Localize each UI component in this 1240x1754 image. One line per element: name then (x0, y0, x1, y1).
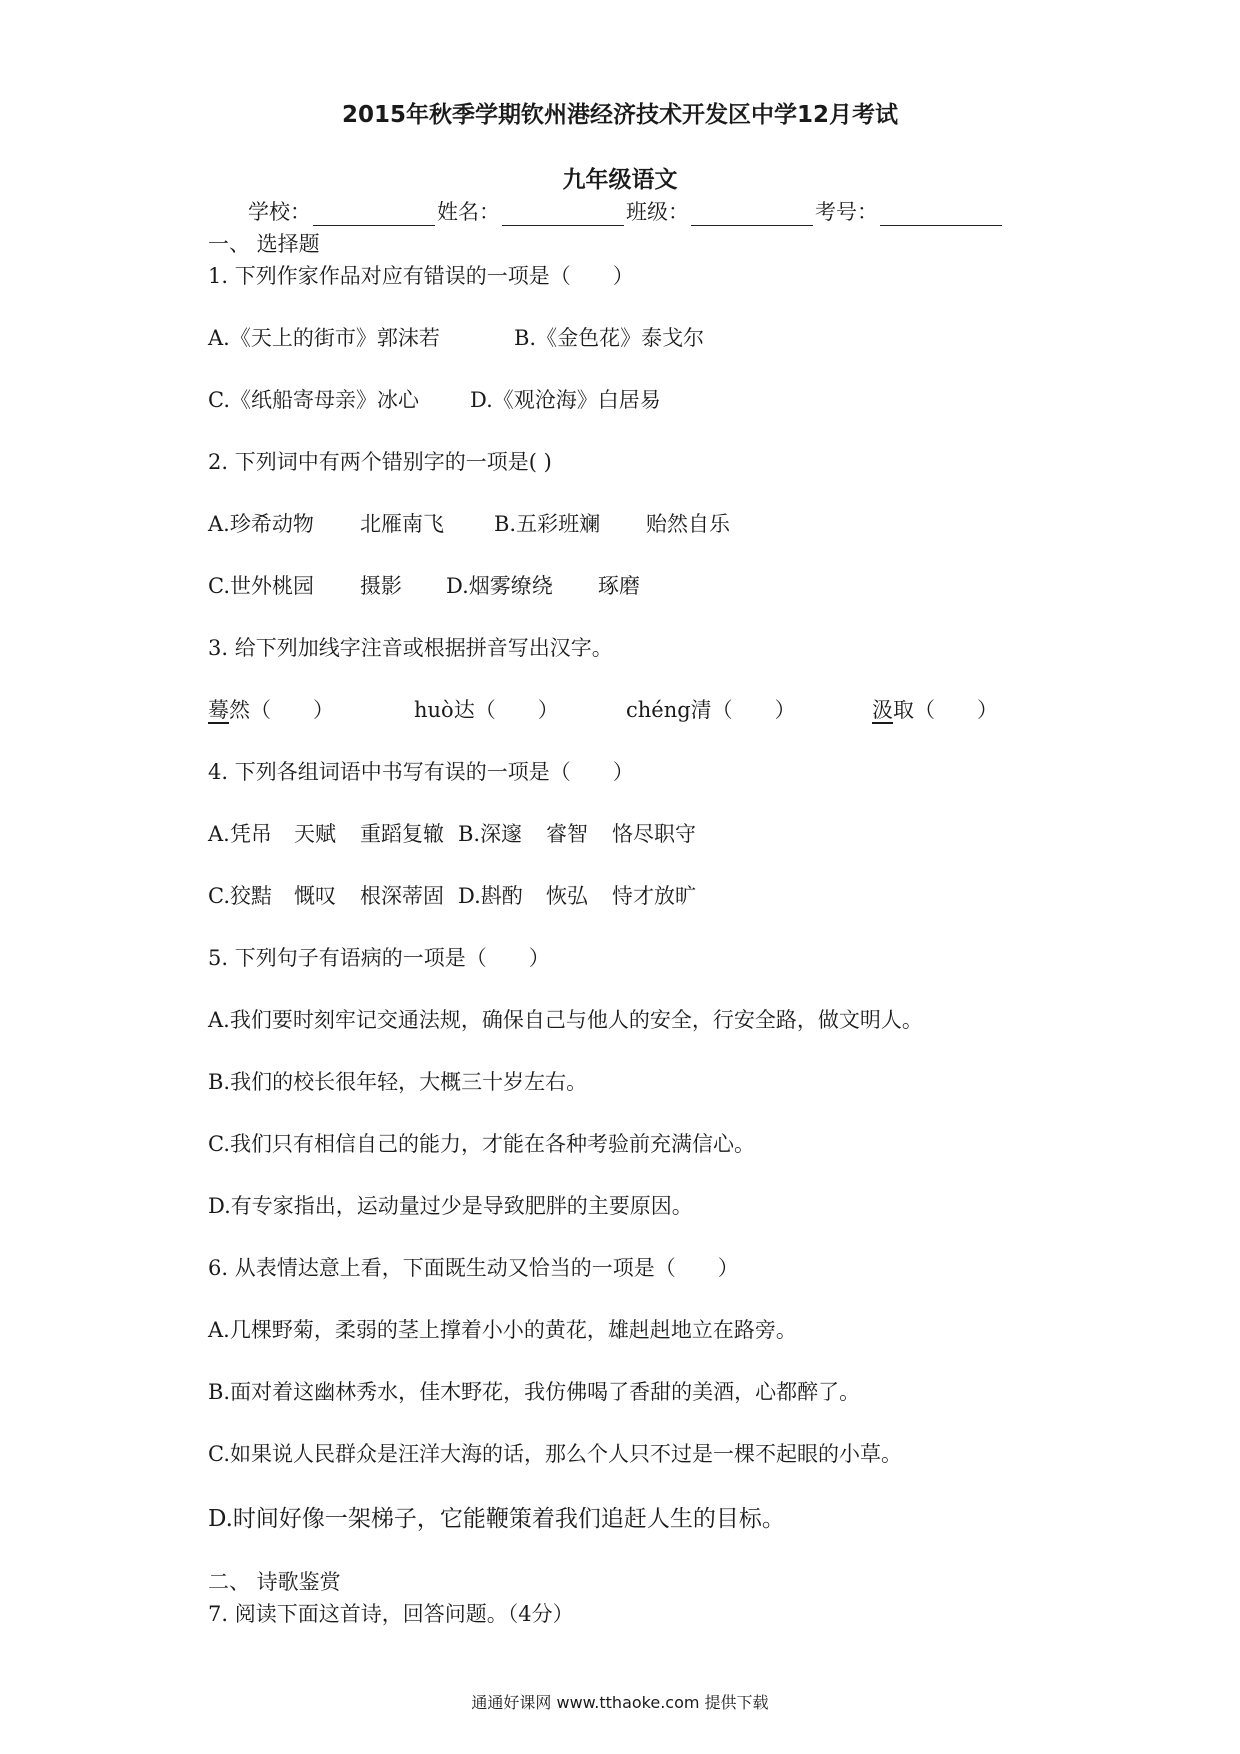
q3-item-4-rest: 取（ ） (893, 698, 998, 722)
q2-option-a-word1: A.珍希动物 (208, 512, 314, 536)
q4-option-c-word3: 根深蒂固 (360, 884, 444, 908)
school-blank[interactable] (313, 203, 435, 226)
q6-option-d: D.时间好像一架梯子，它能鞭策着我们追赶人生的目标。 (208, 1506, 785, 1532)
q2-option-c-word2: 摄影 (360, 574, 402, 598)
q4-option-b-word3: 恪尽职守 (612, 822, 696, 846)
q3-item-3: chéng清（ ） (626, 698, 796, 722)
q4-option-d-word2: 恢弘 (546, 884, 588, 908)
q3-item-1-rest: 然（ ） (229, 698, 334, 722)
q3-item-2: huò达（ ） (414, 698, 559, 722)
q5-option-b: B.我们的校长很年轻，大概三十岁左右。 (208, 1070, 588, 1094)
q4-option-c-word1: C.狡黠 (208, 884, 272, 908)
q3-item-1-underlined-char: 蓦 (208, 698, 229, 722)
q1-option-c: C.《纸船寄母亲》冰心 (208, 388, 419, 412)
q1-option-d: D.《观沧海》白居易 (470, 388, 661, 412)
question-2-stem: 2. 下列词中有两个错别字的一项是( ) (208, 450, 552, 474)
student-info-row (248, 196, 1004, 226)
q6-option-a: A.几棵野菊，柔弱的茎上撑着小小的黄花，雄赳赳地立在路旁。 (208, 1318, 797, 1342)
question-4-stem: 4. 下列各组词语中书写有误的一项是（ ） (208, 760, 634, 784)
q2-option-d-word1: D.烟雾缭绕 (446, 574, 553, 598)
q6-option-b: B.面对着这幽林秀水，佳木野花，我仿佛喝了香甜的美酒，心都醉了。 (208, 1380, 861, 1404)
q2-option-b-word2: 贻然自乐 (646, 512, 730, 536)
exam-number-blank[interactable] (880, 203, 1002, 226)
q4-option-b-word1: B.深邃 (458, 822, 523, 846)
q2-option-a-word2: 北雁南飞 (360, 512, 444, 536)
class-label: 班级： (626, 200, 689, 224)
school-label: 学校： (248, 200, 311, 224)
q5-option-c: C.我们只有相信自己的能力，才能在各种考验前充满信心。 (208, 1132, 755, 1156)
q1-option-a: A.《天上的街市》郭沫若 (208, 326, 440, 350)
q5-option-a: A.我们要时刻牢记交通法规，确保自己与他人的安全，行安全路，做文明人。 (208, 1008, 923, 1032)
q1-option-b: B.《金色花》泰戈尔 (514, 326, 705, 350)
q3-item-1 (208, 694, 334, 724)
question-3-stem: 3. 给下列加线字注音或根据拼音写出汉字。 (208, 636, 613, 660)
name-label: 姓名： (437, 200, 500, 224)
q2-option-d-word2: 琢磨 (598, 574, 640, 598)
q6-option-c: C.如果说人民群众是汪洋大海的话，那么个人只不过是一棵不起眼的小草。 (208, 1442, 902, 1466)
question-6-stem: 6. 从表情达意上看，下面既生动又恰当的一项是（ ） (208, 1256, 739, 1280)
section-heading-choice: 一、 选择题 (208, 232, 320, 256)
q4-option-a-word1: A.凭吊 (208, 822, 272, 846)
class-blank[interactable] (691, 203, 813, 226)
q4-option-c-word2: 慨叹 (294, 884, 336, 908)
question-5-stem: 5. 下列句子有语病的一项是（ ） (208, 946, 550, 970)
q3-item-4-underlined-char: 汲 (872, 698, 893, 722)
question-7-stem: 7. 阅读下面这首诗，回答问题。（4分） (208, 1602, 574, 1626)
q4-option-a-word3: 重蹈复辙 (360, 822, 444, 846)
q2-option-b-word1: B.五彩班斓 (494, 512, 601, 536)
exam-number-label: 考号： (815, 200, 878, 224)
question-1-stem: 1. 下列作家作品对应有错误的一项是（ ） (208, 264, 634, 288)
page-title: 2015年秋季学期钦州港经济技术开发区中学12月考试 (341, 102, 899, 128)
name-blank[interactable] (502, 203, 624, 226)
section-heading-poetry: 二、 诗歌鉴赏 (208, 1570, 341, 1594)
q4-option-b-word2: 睿智 (546, 822, 588, 846)
q3-item-4 (872, 694, 998, 724)
q5-option-d: D.有专家指出，运动量过少是导致肥胖的主要原因。 (208, 1194, 693, 1218)
q4-option-d-word1: D.斟酌 (458, 884, 523, 908)
q4-option-d-word3: 恃才放旷 (612, 884, 696, 908)
footer-note: 通通好课网 www.tthaoke.com 提供下载 (471, 1693, 769, 1712)
q2-option-c-word1: C.世外桃园 (208, 574, 314, 598)
page-subtitle: 九年级语文 (562, 167, 678, 193)
q4-option-a-word2: 天赋 (294, 822, 336, 846)
